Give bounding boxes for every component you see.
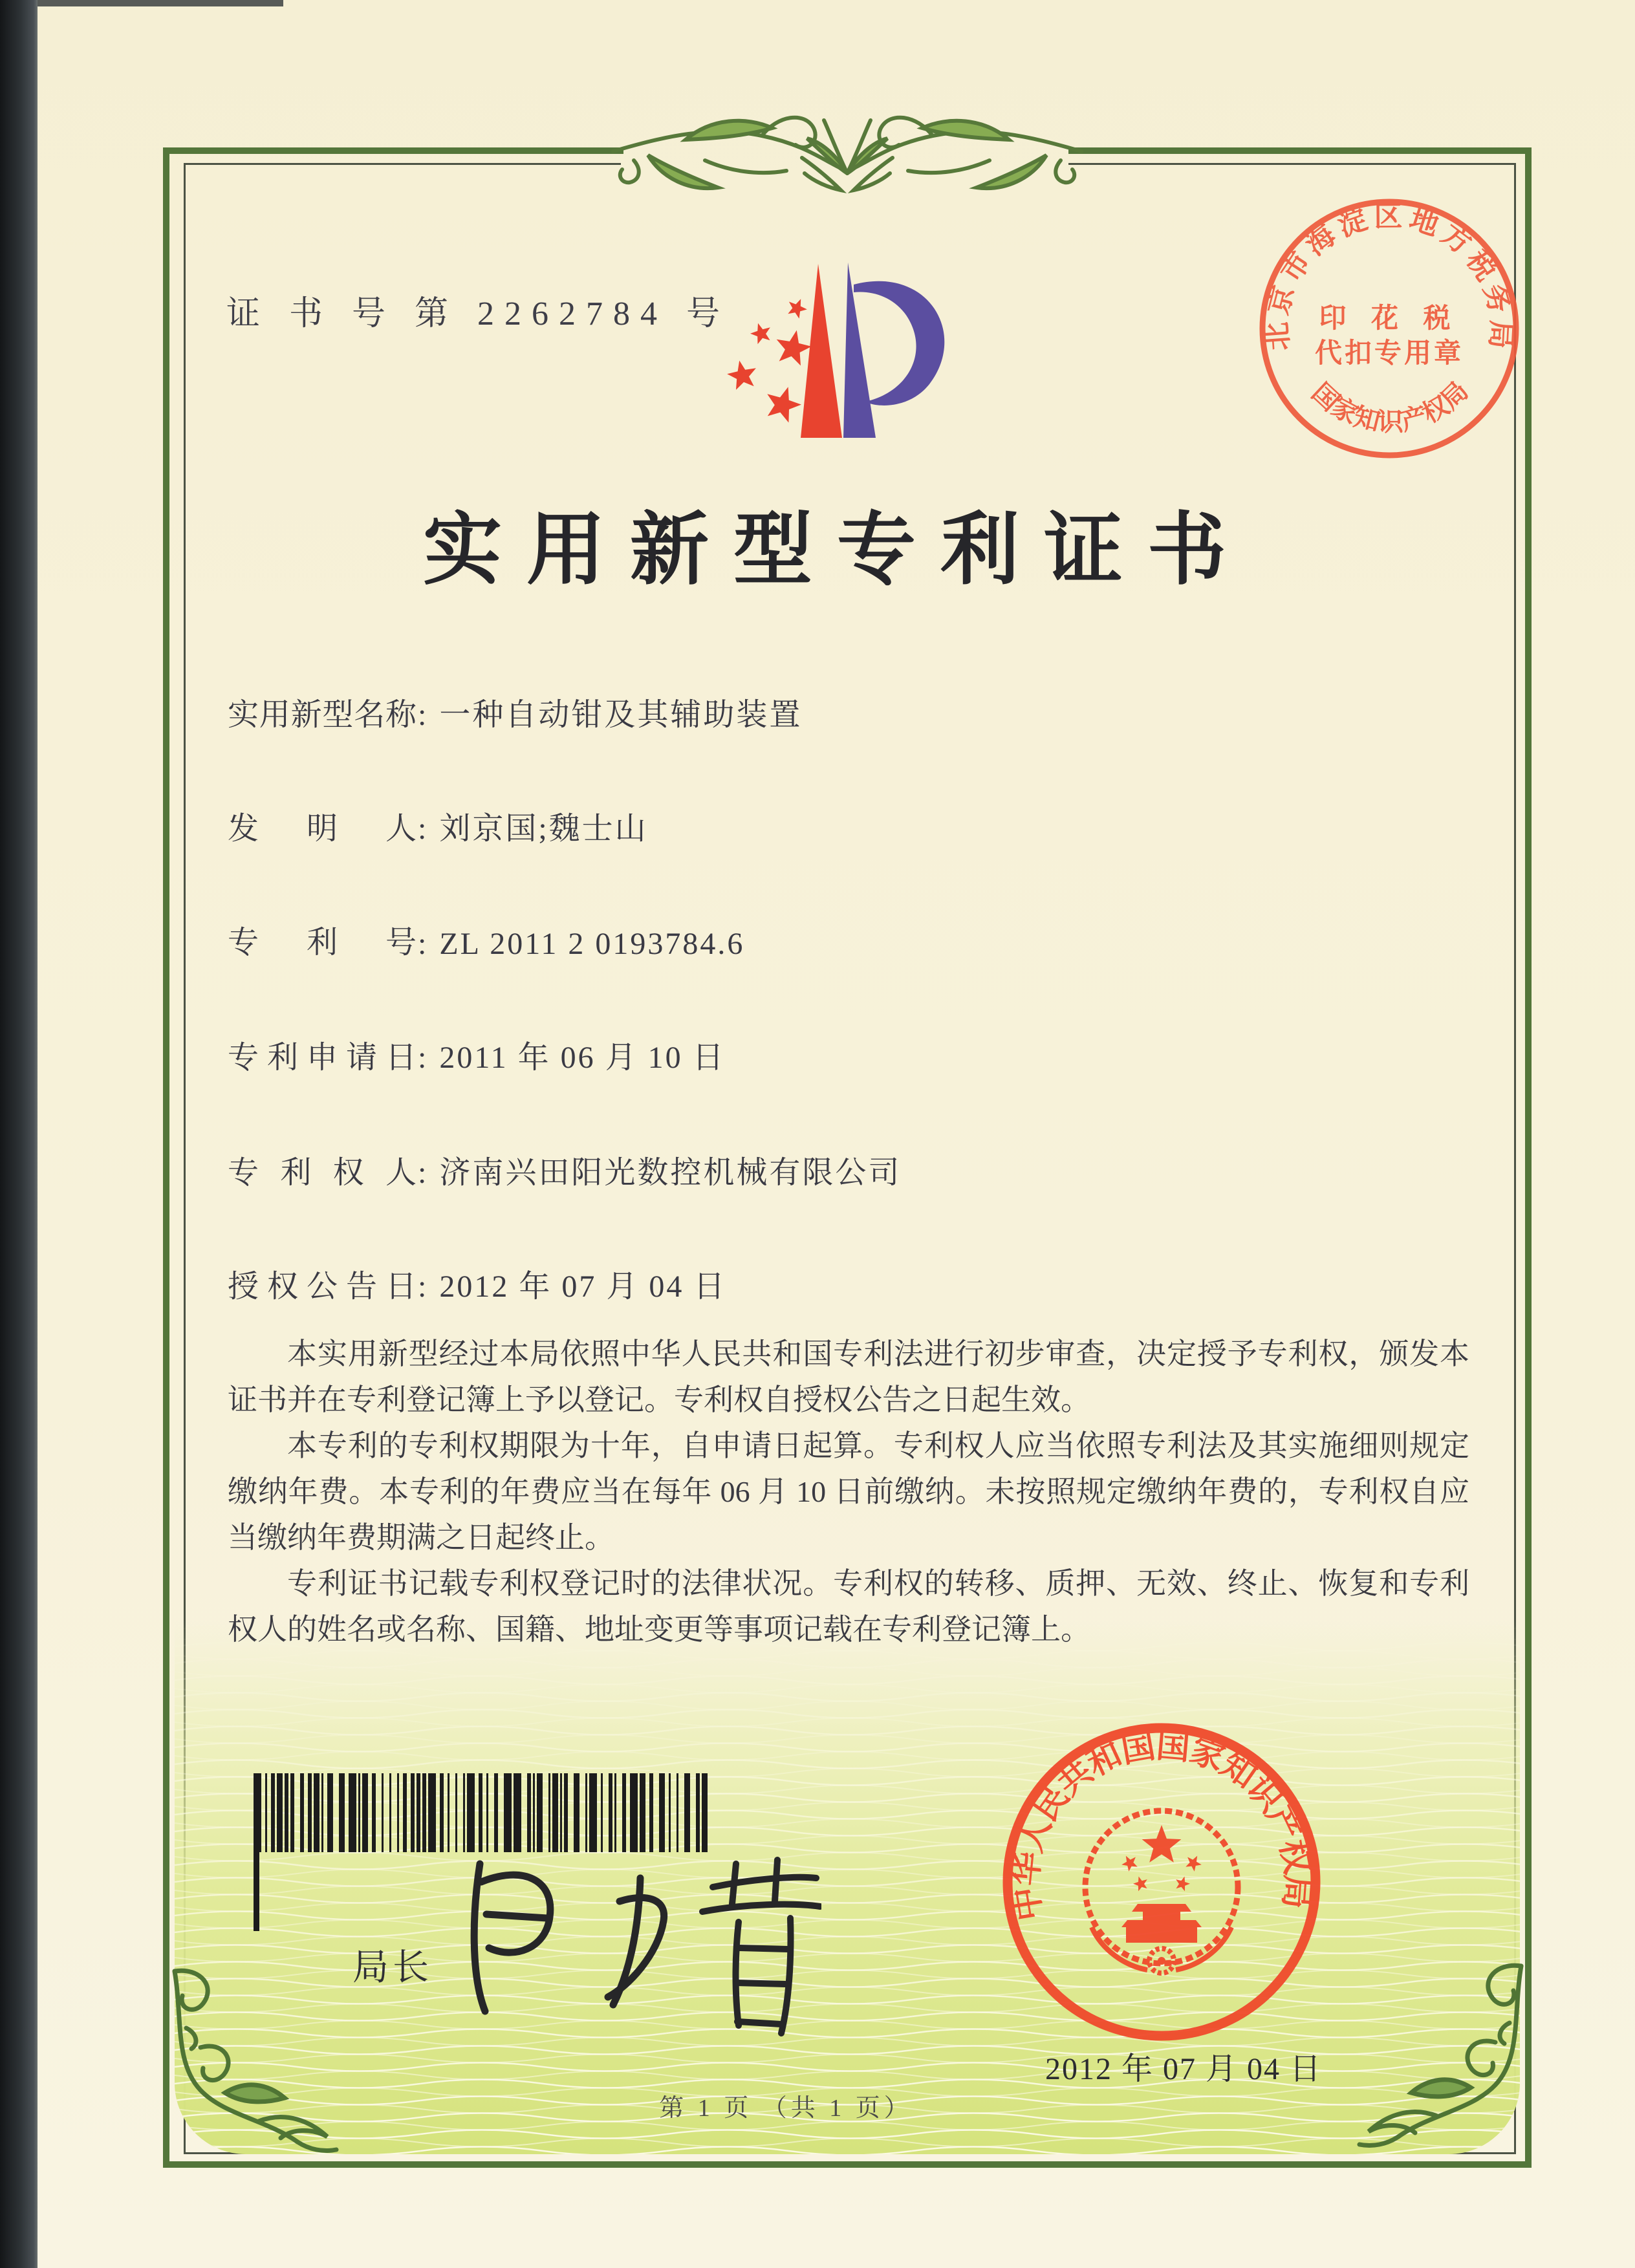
commissioner-signature xyxy=(446,1842,821,2049)
field-label: 实用新型名称 xyxy=(228,698,417,732)
commissioner-label: 局长 xyxy=(352,1948,433,1988)
tax-stamp-center-line1: 印 花 税 xyxy=(1319,304,1460,334)
svg-text:中华人民共和国国家知识产权局 xyxy=(1007,1728,1316,1923)
tax-stamp-center-line2: 代扣专用章 xyxy=(1314,339,1464,369)
field-value: 刘京国;魏士山 xyxy=(439,812,648,846)
corner-flourish-right xyxy=(1352,1961,1533,2155)
tax-stamp-bottom-arc-text: 国家知识产权局 xyxy=(1306,376,1474,437)
certificate-number: 证 书 号 第 2262784 号 xyxy=(226,296,731,332)
field-colon: : xyxy=(418,927,427,961)
inner-line-top-right xyxy=(1068,163,1516,165)
field-label: 授权公告日 xyxy=(228,1269,417,1304)
sipo-logo xyxy=(715,257,960,458)
page-footer: 第 1 页 （共 1 页） xyxy=(659,2095,913,2122)
svg-text:国家知识产权局 xyxy=(1306,376,1474,437)
corner-flourish-left xyxy=(163,1966,344,2160)
border-top-right-segment xyxy=(1068,147,1532,154)
seal-date: 2012 年 07 月 04 日 xyxy=(1045,2052,1322,2086)
border-top-left-segment xyxy=(163,147,623,154)
field-value: 2011 年 06 月 10 日 xyxy=(439,1041,726,1075)
tax-stamp-top-arc-text: 北京市海淀区地方税务局 xyxy=(1261,200,1517,352)
logo-red-cone xyxy=(801,264,842,438)
field-patent-number xyxy=(228,917,744,962)
field-colon: : xyxy=(418,812,427,846)
seal-national-emblem xyxy=(1085,1811,1238,1973)
field-colon: : xyxy=(418,1041,427,1075)
field-label: 发明人 xyxy=(228,812,417,846)
field-colon: : xyxy=(418,1156,427,1190)
field-value: 一种自动钳及其辅助装置 xyxy=(439,698,803,732)
field-filing-date xyxy=(228,1032,726,1077)
field-colon: : xyxy=(418,1269,427,1304)
inner-line-top-left xyxy=(184,163,621,165)
legal-paragraph-1: 本实用新型经过本局依照中华人民共和国专利法进行初步审查，决定授予专利权，颁发本证书并在专利登记簿上予以登记。专利权自授权公告之日起生效。 xyxy=(228,1337,1469,1416)
field-label: 专利权人 xyxy=(228,1156,417,1190)
scan-artifact xyxy=(38,0,283,6)
certificate-title: 实用新型专利证书 xyxy=(423,507,1251,594)
field-label: 专利号 xyxy=(228,925,417,960)
field-value: 济南兴田阳光数控机械有限公司 xyxy=(439,1156,902,1190)
field-value: 2012 年 07 月 04 日 xyxy=(439,1269,727,1304)
field-utility-model-name xyxy=(228,689,802,734)
top-floral-ornament xyxy=(608,98,1087,228)
seal-ring-text: 中华人民共和国国家知识产权局 xyxy=(1007,1727,1316,1923)
field-inventors xyxy=(228,803,648,848)
field-label: 专利申请日 xyxy=(228,1041,417,1075)
border-left xyxy=(163,147,169,2168)
cnipa-seal xyxy=(993,1714,1330,2050)
field-colon: : xyxy=(418,698,427,732)
field-value: ZL 2011 2 0193784.6 xyxy=(439,927,745,961)
legal-text xyxy=(228,1331,1469,1652)
legal-paragraph-3: 专利证书记载专利权登记时的法律状况。专利权的转移、质押、无效、终止、恢复和专利权人的姓名或名称、国籍、地址变更等事项记载在专利登记簿上。 xyxy=(228,1567,1469,1646)
barcode xyxy=(254,1773,720,1852)
legal-paragraph-2: 本专利的专利权期限为十年，自申请日起算。专利权人应当依照专利法及其实施细则规定缴纳年费。本专利的年费应当在每年 06 月 10 日前缴纳。未按照规定缴纳年费的，专利权自应当缴纳年费期满之日起终止。 xyxy=(228,1429,1469,1554)
logo-stars xyxy=(727,299,812,422)
scan-dark-edge xyxy=(0,0,38,2268)
tax-stamp xyxy=(1247,186,1532,471)
field-grant-date xyxy=(228,1261,726,1306)
border-bottom xyxy=(163,2161,1532,2168)
field-patentee xyxy=(228,1147,901,1192)
